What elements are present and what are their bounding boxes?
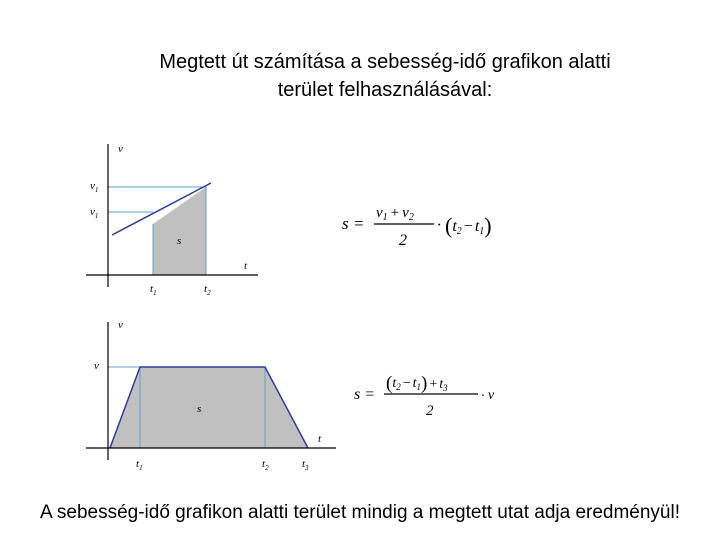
- v-top-label: $v_1$: [90, 180, 99, 194]
- formula1-lhs: s =: [342, 214, 365, 233]
- t1-label: $t_1$: [136, 458, 143, 472]
- conclusion-text: A sebesség-idő grafikon alatti terület mindig a megtett utat adja eredményül!: [39, 502, 681, 523]
- t1-label: $t_1$: [150, 283, 157, 297]
- formula2-denominator: 2: [426, 403, 434, 419]
- graph-trapezoid-motion: [78, 310, 353, 480]
- axis-v-label: v: [118, 319, 123, 331]
- formula1-dot: ·: [437, 217, 441, 234]
- area-label: s: [177, 235, 182, 247]
- formula2-numerator: $(t_2 - t_1) + t_3$: [386, 373, 448, 394]
- v-low-label: $v_1$: [90, 206, 99, 220]
- t3-label: $t_3$: [302, 458, 309, 472]
- formula2-v: v: [488, 388, 495, 403]
- formula1-time-difference: (t2 − t1): [445, 213, 492, 238]
- formula1-denominator: 2: [399, 232, 407, 249]
- axis-v-label: v: [118, 143, 123, 155]
- formula2-lhs: s =: [354, 386, 376, 403]
- graph-accelerating-motion: [78, 132, 278, 302]
- t2-label: $t_2$: [204, 283, 211, 297]
- v-label: v: [94, 360, 99, 372]
- title-line-1: Megtett út számítása a sebesség-idő grafikon alatti: [159, 51, 611, 73]
- axis-t-label: t: [318, 433, 322, 445]
- t2-label: $t_2$: [262, 458, 269, 472]
- formula1-numerator: $v_1 + v_2$: [376, 205, 414, 223]
- formula-average-velocity: [342, 198, 512, 254]
- title-line-2: terület felhasználásával:: [277, 79, 493, 101]
- formula-trapezoid-area: [354, 368, 514, 422]
- formula2-dot: ·: [481, 389, 485, 404]
- slide-title: [60, 48, 710, 104]
- area-label: s: [197, 403, 202, 415]
- axis-t-label: t: [244, 260, 248, 272]
